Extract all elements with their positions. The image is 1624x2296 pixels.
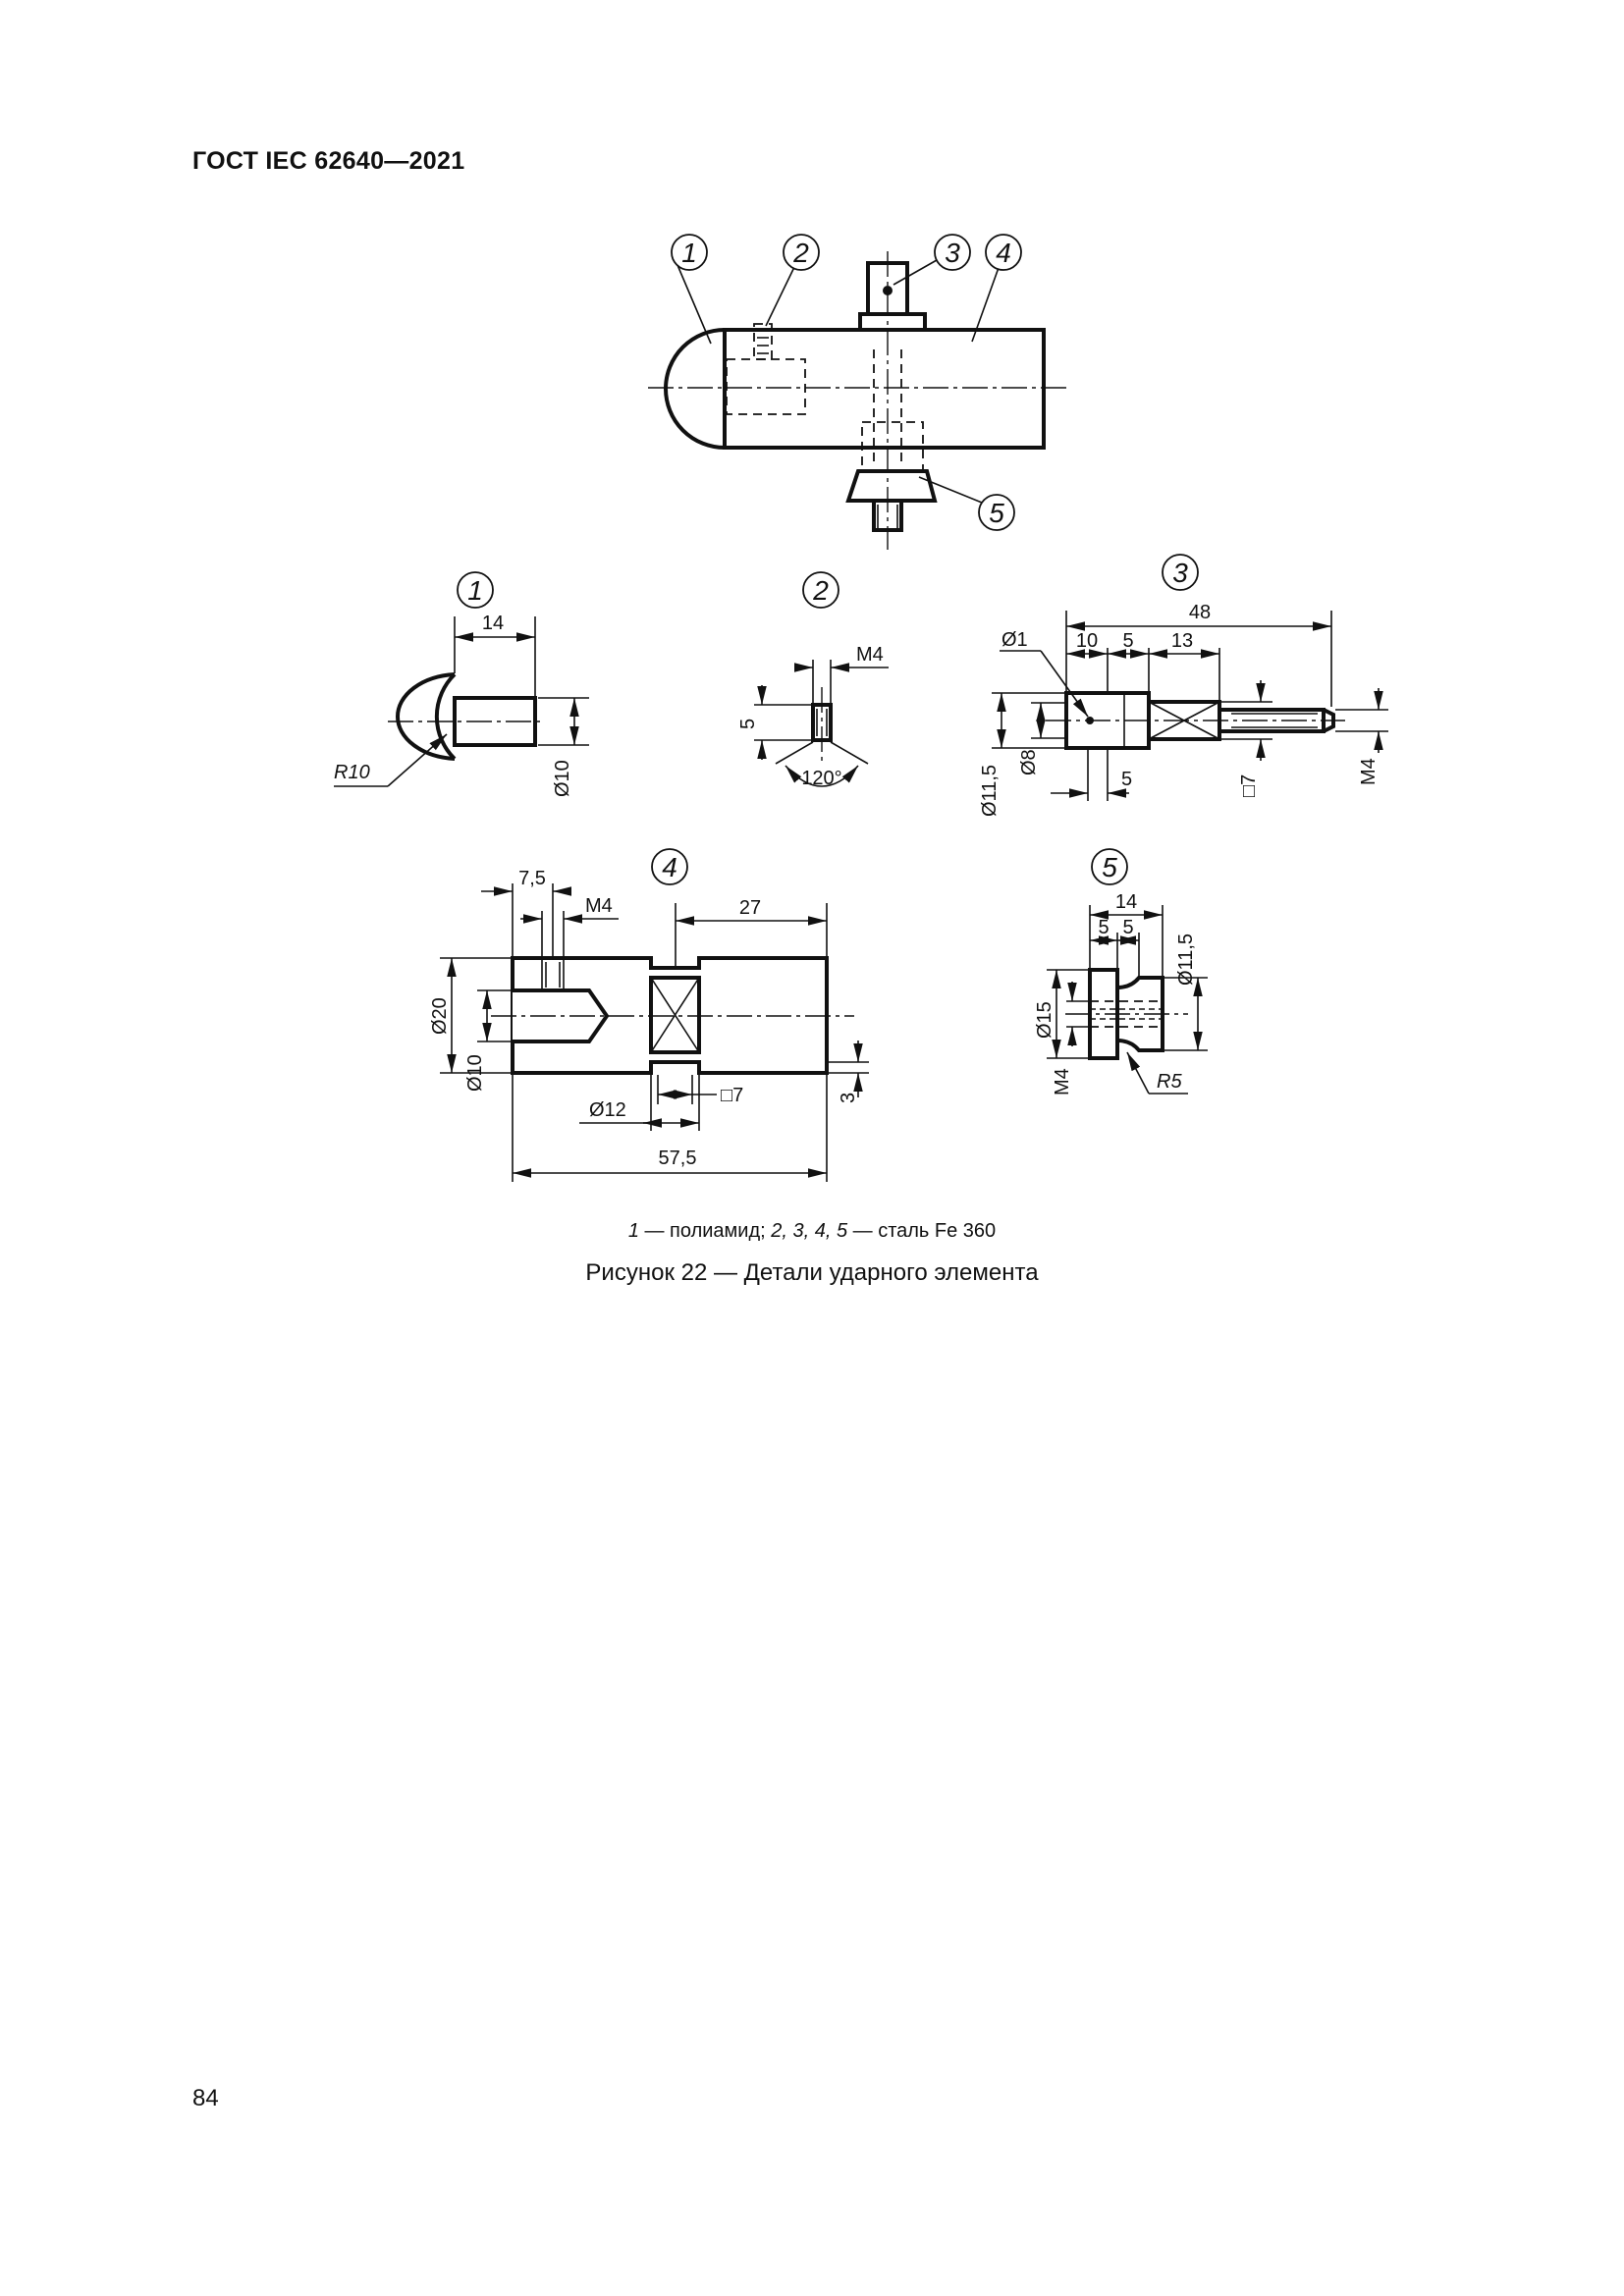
dimension-label: Ø8 (1018, 749, 1040, 775)
part-number-label: 4 (996, 238, 1011, 268)
legend-item-text: — сталь Fe 360 (847, 1220, 997, 1242)
dimension-label: □7 (1238, 774, 1260, 797)
dimension-label: Ø1 (1001, 629, 1028, 651)
document-header: ГОСТ IEC 62640—2021 (192, 147, 465, 175)
dimension-label: 10 (1075, 630, 1099, 652)
detail-part-1 (334, 572, 589, 797)
detail-part-3 (979, 555, 1388, 817)
figure-caption: Рисунок 22 — Детали ударного элемента (585, 1259, 1039, 1286)
detail-number: 4 (662, 852, 677, 882)
part-number-label: 2 (793, 238, 809, 268)
legend-item-numbers: 2, 3, 4, 5 (771, 1220, 848, 1242)
dimension-label: □7 (721, 1085, 744, 1106)
dimension-label: 5 (1122, 917, 1134, 938)
detail-number: 3 (1172, 558, 1188, 588)
dimension-label: 5 (737, 718, 759, 729)
dimension-label: 27 (738, 897, 762, 919)
detail-number: 1 (467, 575, 483, 606)
dimension-label: 14 (1114, 891, 1138, 913)
detail-number: 2 (813, 575, 829, 606)
part-number-label: 5 (989, 498, 1004, 528)
dimension-label: 13 (1170, 630, 1194, 652)
dimension-label: 57,5 (658, 1148, 697, 1169)
dimension-label: 14 (481, 613, 505, 634)
detail-number: 5 (1102, 852, 1117, 882)
detail-part-5 (1034, 849, 1208, 1095)
dimension-label: М4 (1052, 1068, 1073, 1095)
dimension-label: Ø11,5 (1175, 934, 1197, 986)
dimension-label: Ø20 (429, 997, 451, 1035)
dimension-label: М4 (585, 895, 613, 917)
part-number-label: 3 (945, 238, 960, 268)
detail-part-2 (737, 572, 889, 789)
legend-item-number: 1 (627, 1220, 639, 1242)
part-number-label: 1 (681, 238, 697, 268)
dimension-label: 5 (1122, 630, 1134, 652)
balloon-5 (979, 495, 1014, 530)
dimension-label: Ø12 (589, 1099, 626, 1121)
dimension-label: R5 (1157, 1071, 1182, 1093)
dimension-label: 48 (1188, 602, 1212, 623)
dimension-label: Ø15 (1034, 1001, 1056, 1039)
figure-legend (0, 1220, 1624, 1243)
dimension-label: М4 (1358, 758, 1380, 785)
balloon-3 (935, 235, 970, 270)
dimension-label: 120° (801, 768, 842, 789)
page-number: 84 (192, 2085, 219, 2111)
dimension-label: R10 (334, 762, 370, 783)
dimension-label: Ø10 (552, 760, 573, 797)
balloon-1 (672, 235, 707, 270)
balloon-4 (986, 235, 1021, 270)
balloon-2 (784, 235, 819, 270)
legend-item-text: — полиамид; (638, 1220, 772, 1242)
dimension-label: М4 (856, 644, 884, 666)
dimension-label: Ø10 (464, 1054, 486, 1092)
assembly-view (648, 235, 1070, 550)
dimension-label: Ø11,5 (979, 765, 1001, 817)
detail-part-4 (429, 849, 869, 1182)
dimension-label: 5 (1121, 769, 1133, 790)
dimension-label: 3 (838, 1092, 859, 1103)
dimension-label: 5 (1098, 917, 1110, 938)
dimension-label: 7,5 (518, 868, 546, 889)
